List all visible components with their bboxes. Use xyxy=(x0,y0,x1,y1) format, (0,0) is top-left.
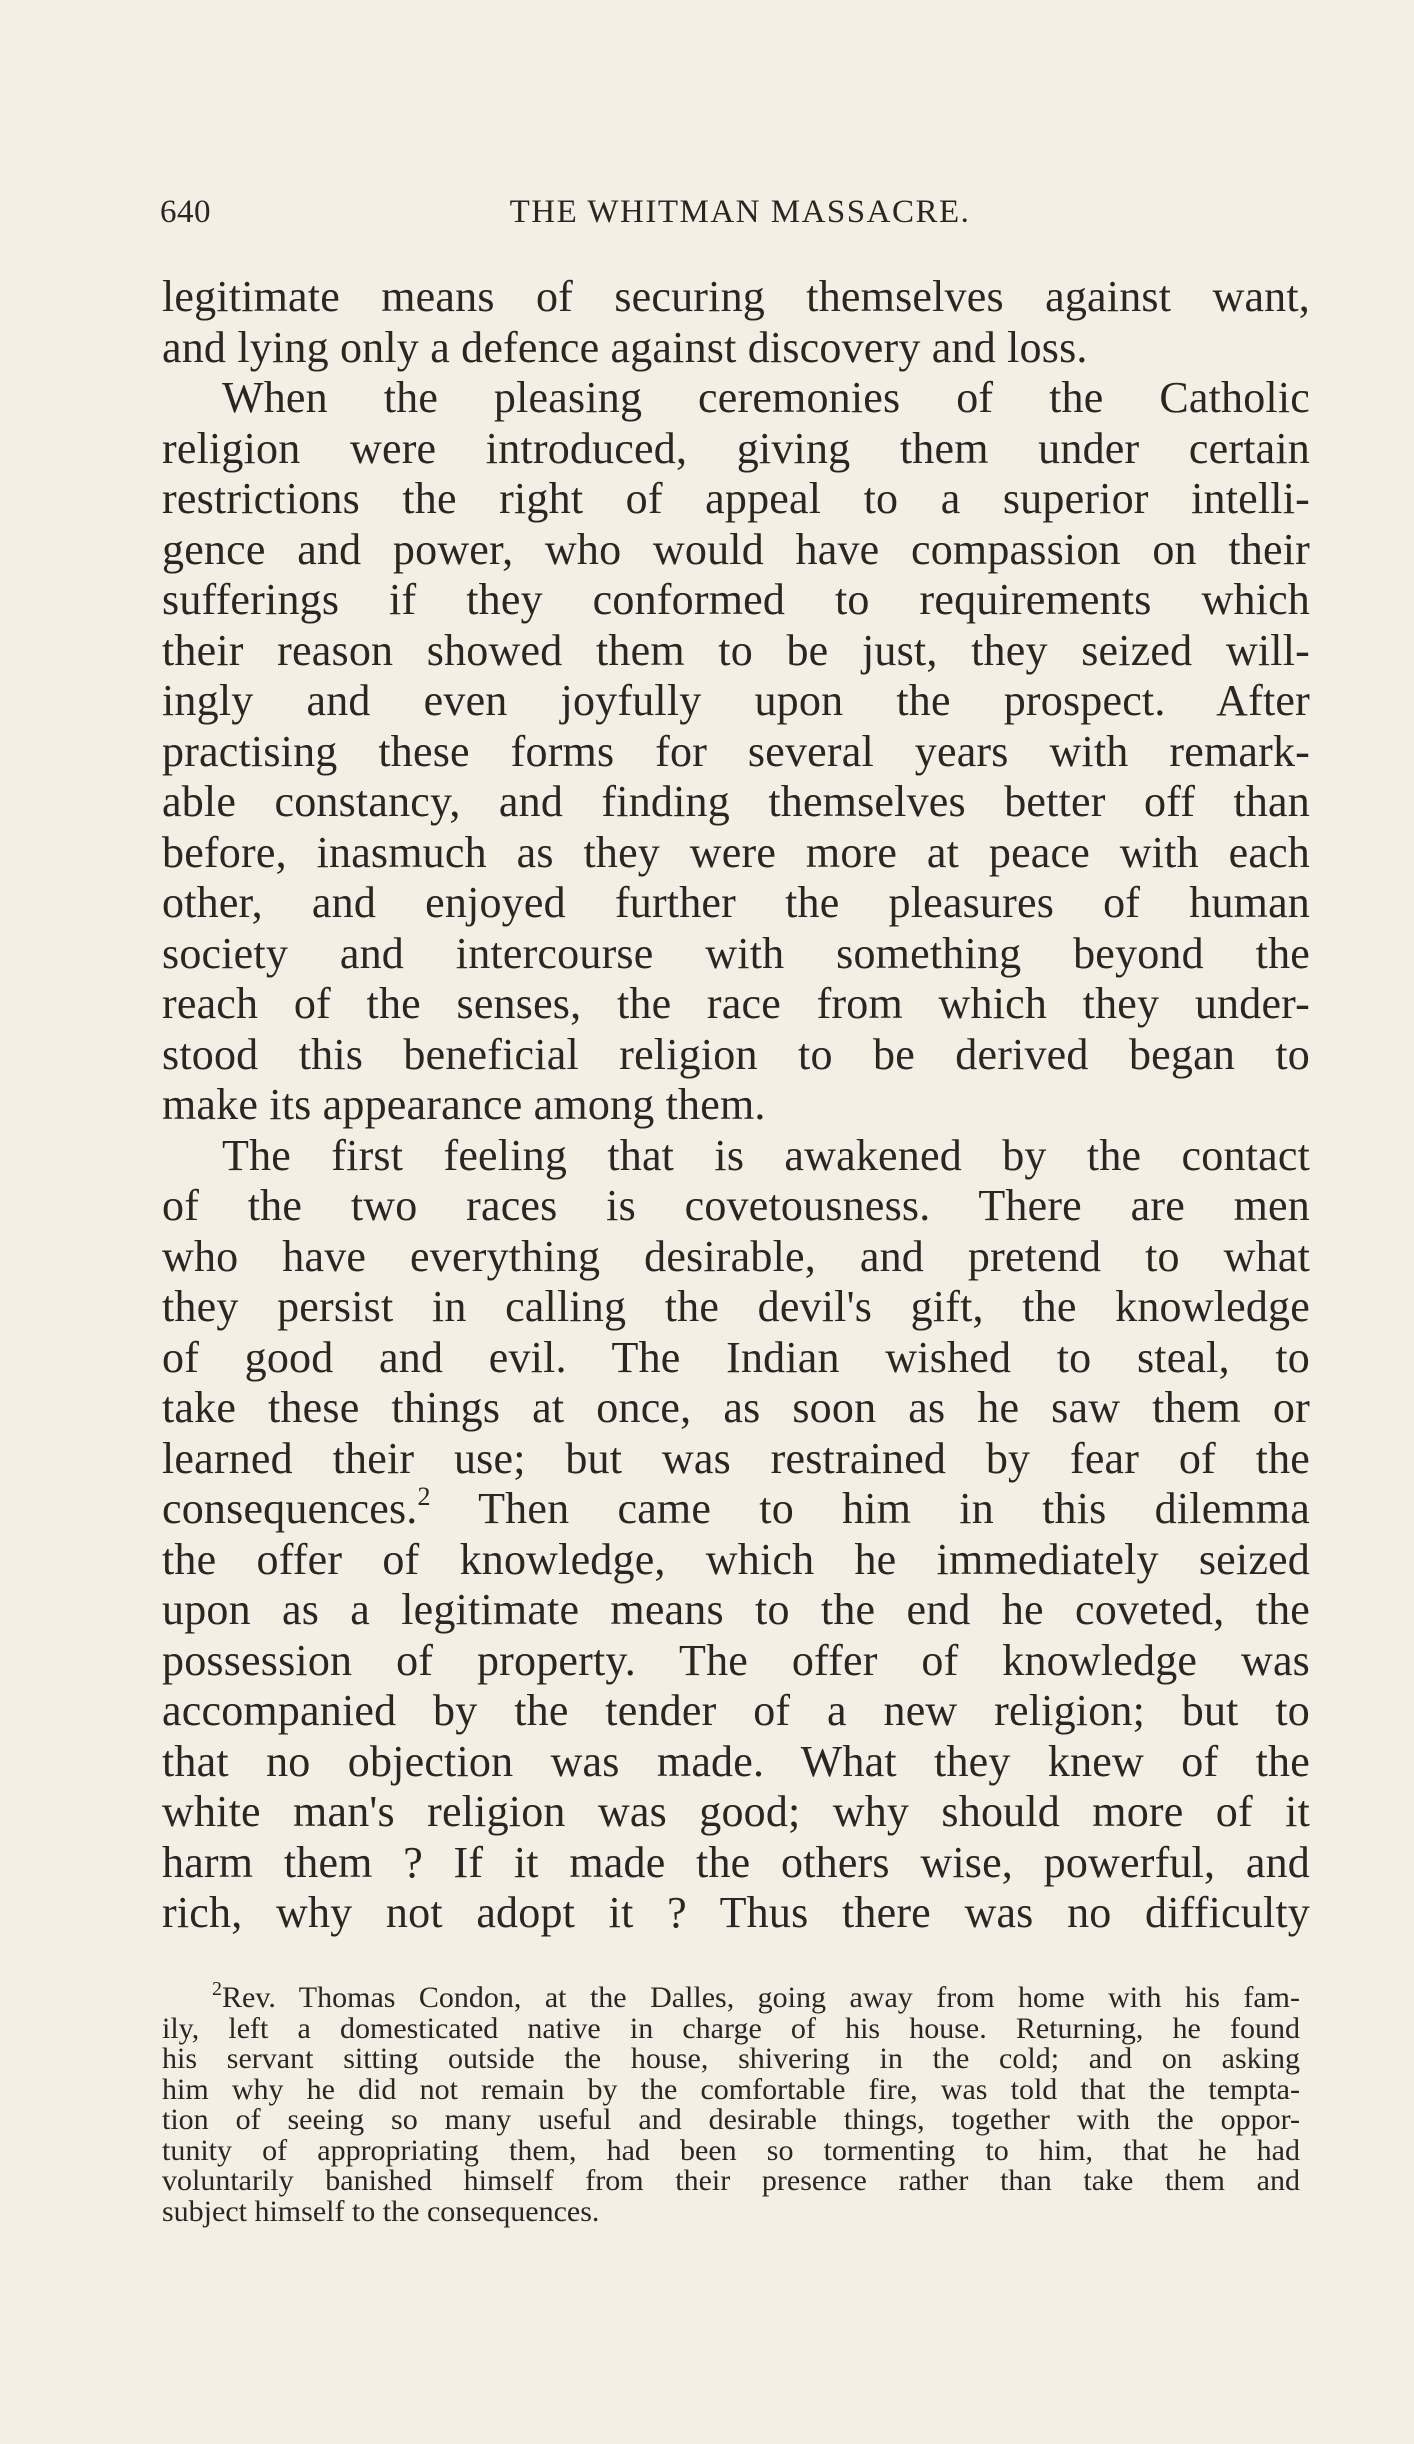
text-line: reach of the senses, the race from which they under- xyxy=(162,979,1310,1028)
text-line: When the pleasing ceremonies of the Catholic xyxy=(222,373,1310,422)
text-line: upon as a legitimate means to the end he coveted, the xyxy=(162,1585,1310,1634)
text-line: the offer of knowledge, which he immediately seized xyxy=(162,1534,1310,1584)
footnote-marker: 2 xyxy=(212,1978,222,2000)
text-line: harm them ? If it made the others wise, powerful, and xyxy=(162,1837,1310,1887)
text-line: sufferings if they conformed to requirements which xyxy=(162,575,1310,624)
text-line: they persist in calling the devil's gift, the knowledge xyxy=(162,1282,1310,1331)
text-line: of good and evil. The Indian wished to steal, to xyxy=(162,1332,1310,1382)
running-title: THE WHITMAN MASSACRE. xyxy=(509,194,971,230)
footnote-line: him why he did not remain by the comfortable fire, was told that the tempta- xyxy=(162,2072,1300,2106)
text-line: that no objection was made. What they knew of the xyxy=(162,1736,1310,1786)
text-line: religion were introduced, giving them under certain xyxy=(162,423,1310,473)
text-line: gence and power, who would have compassion on their xyxy=(162,524,1310,574)
text-line: accompanied by the tender of a new religion; but to xyxy=(162,1686,1310,1735)
text-line: The first feeling that is awakened by the contact xyxy=(222,1130,1310,1180)
text-line: their reason showed them to be just, they seized will- xyxy=(162,625,1310,675)
text-line: able constancy, and finding themselves better off than xyxy=(162,777,1310,826)
text-line: ingly and even joyfully upon the prospect. After xyxy=(162,676,1310,725)
text-line: who have everything desirable, and pretend to what xyxy=(162,1231,1310,1281)
page-number: 640 xyxy=(160,194,211,230)
text-line xyxy=(162,1484,1310,1535)
footnote-line: tion of seeing so many useful and desirable things, together with the oppor- xyxy=(162,2103,1300,2136)
text-line: possession of property. The offer of knowledge was xyxy=(162,1635,1310,1685)
text-line: society and intercourse with something beyond the xyxy=(162,928,1310,978)
footnote xyxy=(162,1978,1300,2228)
text-line: practising these forms for several years with remark- xyxy=(162,726,1310,776)
text-line: of the two races is covetousness. There are men xyxy=(162,1181,1310,1230)
footnote-line: ily, left a domesticated native in charge of his house. Returning, he found xyxy=(162,2011,1300,2045)
text-line-start: consequences. xyxy=(162,1484,418,1533)
text-line: other, and enjoyed further the pleasures of human xyxy=(162,878,1310,927)
text-line: take these things at once, as soon as he saw them or xyxy=(162,1383,1310,1432)
text-line-end: Then came to him in this dilemma xyxy=(478,1484,1311,1533)
text-line: make its appearance among them. xyxy=(162,1080,766,1129)
footnote-line: tunity of appropriating them, had been so tormenting to him, that he had xyxy=(162,2133,1300,2167)
text-line: before, inasmuch as they were more at peace with each xyxy=(162,827,1310,877)
footnote-reference[interactable]: 2 xyxy=(417,1482,431,1511)
text-line: stood this beneficial religion to be derived began to xyxy=(162,1029,1310,1079)
footnote-line: voluntarily banished himself from their presence rather than take them and xyxy=(162,2164,1300,2197)
text-line: white man's religion was good; why should more of it xyxy=(162,1787,1310,1836)
text-line: and lying only a defence against discovery and loss. xyxy=(162,322,1088,372)
page-header xyxy=(160,194,1320,244)
footnote-line: subject himself to the consequences. xyxy=(162,2194,600,2228)
text-line: rich, why not adopt it ? Thus there was no difficulty xyxy=(162,1888,1310,1937)
footnote-line-text: Rev. Thomas Condon, at the Dalles, going away from home with his fam- xyxy=(222,1981,1300,2014)
text-line: restrictions the right of appeal to a superior intelli- xyxy=(162,474,1310,523)
text-line: legitimate means of securing themselves against want, xyxy=(162,272,1310,321)
text-line: learned their use; but was restrained by fear of the xyxy=(162,1433,1310,1483)
footnote-line: his servant sitting outside the house, shivering in the cold; and on asking xyxy=(162,2042,1300,2075)
body-text xyxy=(162,272,1310,1939)
footnote-line xyxy=(162,1978,1300,2014)
